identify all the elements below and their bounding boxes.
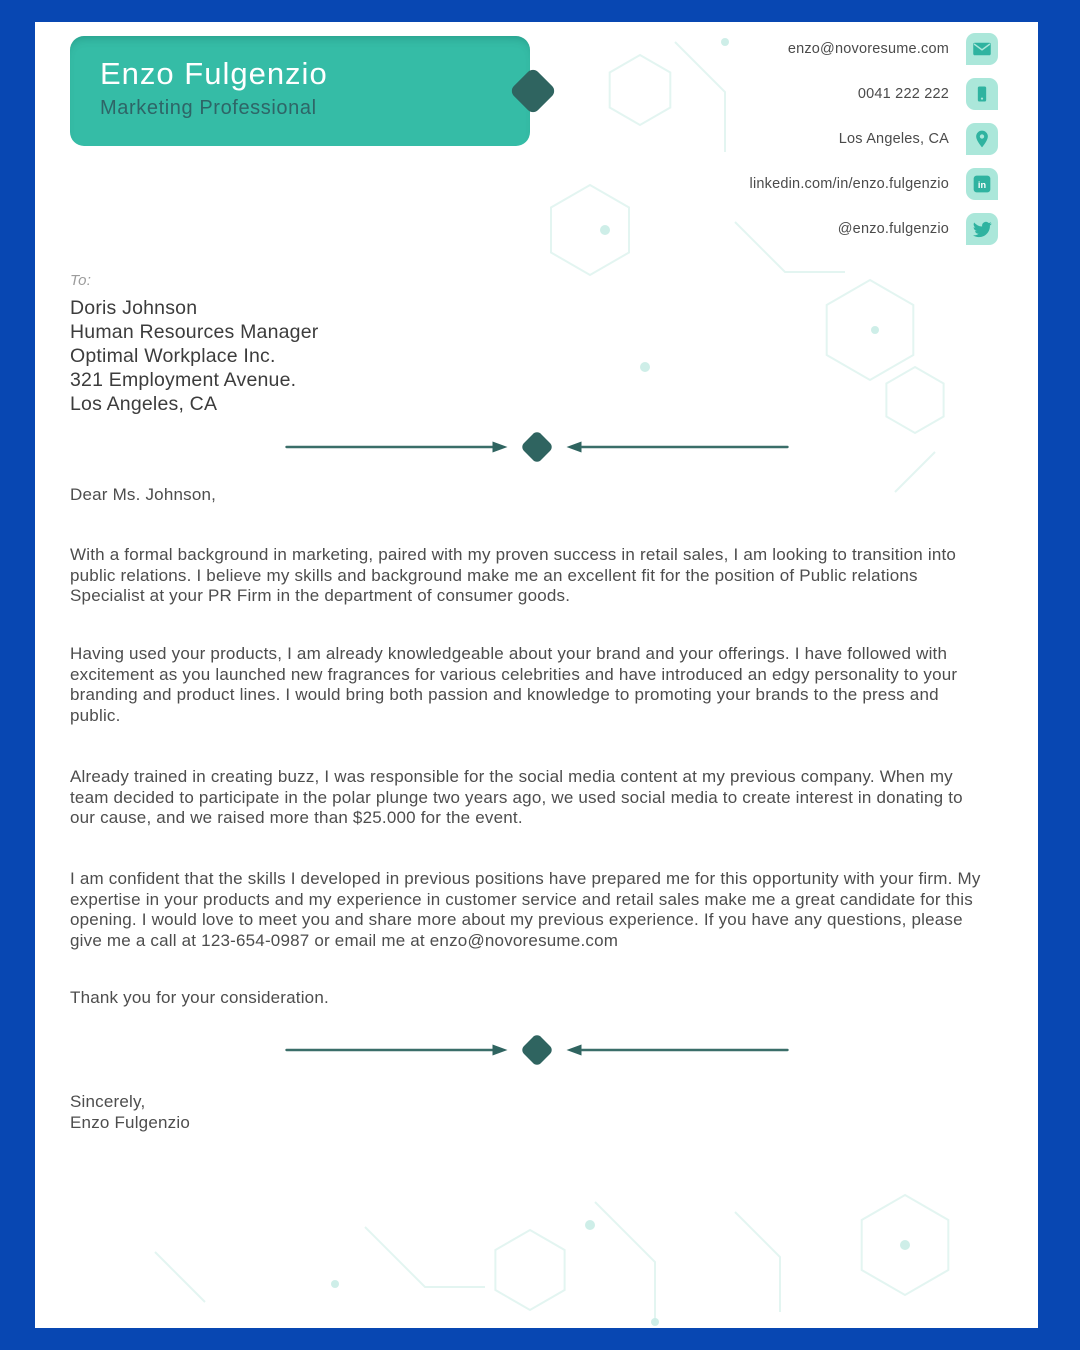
linkedin-icon[interactable] xyxy=(966,168,998,200)
svg-text:in: in xyxy=(977,179,987,190)
phone-icon xyxy=(966,78,998,110)
twitter-text[interactable]: @enzo.fulgenzio xyxy=(837,221,949,237)
recipient-city: Los Angeles, CA xyxy=(70,393,218,415)
email-text[interactable]: enzo@novoresume.com xyxy=(787,41,949,57)
linkedin-text[interactable]: linkedin.com/in/enzo.fulgenzio xyxy=(749,176,949,192)
recipient-name: Doris Johnson xyxy=(70,297,198,319)
thanks-line: Thank you for your consideration. xyxy=(70,988,329,1007)
greeting: Dear Ms. Johnson, xyxy=(70,485,217,504)
email-icon xyxy=(966,33,998,65)
contact-row-email xyxy=(750,33,998,65)
divider-ornament-bottom xyxy=(284,1035,789,1065)
contact-list xyxy=(750,33,998,245)
recipient-role: Human Resources Manager xyxy=(70,321,319,343)
recipient-street: 321 Employment Avenue. xyxy=(70,369,297,391)
paragraph-4: I am confident that the skills I developed in previous positions have prepared me for this opportunity with your firm. My expertise in your products and my experience in customer service and retail sales make me a great candidate for this opening. I would love to meet you and share more about my previous experience. If you have any questions, please give me a call at 123-654-0987 or email me at enzo@novoresume.com xyxy=(70,869,981,950)
recipient-block xyxy=(70,272,318,416)
paragraph-3: Already trained in creating buzz, I was responsible for the social media content at my previous company. When my team decided to participate in the polar plunge two years ago, we used social media to create interest in donating to our cause, and we raised more than $25.000 for the event. xyxy=(70,767,963,828)
recipient-to-label: To: xyxy=(70,272,92,289)
recipient-company: Optimal Workplace Inc. xyxy=(70,345,276,367)
phone-text: 0041 222 222 xyxy=(857,86,949,102)
contact-row-location xyxy=(750,123,998,155)
header-card xyxy=(70,36,530,146)
letter-page xyxy=(35,22,1038,1328)
divider-ornament-top xyxy=(284,432,789,462)
signature-name: Enzo Fulgenzio xyxy=(70,1113,190,1132)
location-icon xyxy=(966,123,998,155)
location-text: Los Angeles, CA xyxy=(838,131,949,147)
twitter-icon[interactable] xyxy=(966,213,998,245)
contact-row-twitter xyxy=(750,213,998,245)
paragraph-1: With a formal background in marketing, paired with my proven success in retail sales, I am looking to transition into public relations. I believe my skills and background make me an excellent fit for the position of Public relations Specialist at your PR Firm in the department of consumer goods. xyxy=(70,545,957,606)
paragraph-2: Having used your products, I am already knowledgeable about your brand and your offerings. I have followed with excitement as you launched new fragrances for various celebrities and have introduced an edgy personality to your branding and product lines. I would bring both passion and knowledge to promoting your brands to the press and public. xyxy=(70,644,958,725)
contact-row-linkedin xyxy=(750,168,998,200)
person-name: Enzo Fulgenzio xyxy=(100,56,328,91)
job-title: Marketing Professional xyxy=(100,96,317,119)
closing-block xyxy=(70,1091,190,1133)
contact-row-phone xyxy=(750,78,998,110)
closing-line: Sincerely, xyxy=(70,1092,146,1111)
